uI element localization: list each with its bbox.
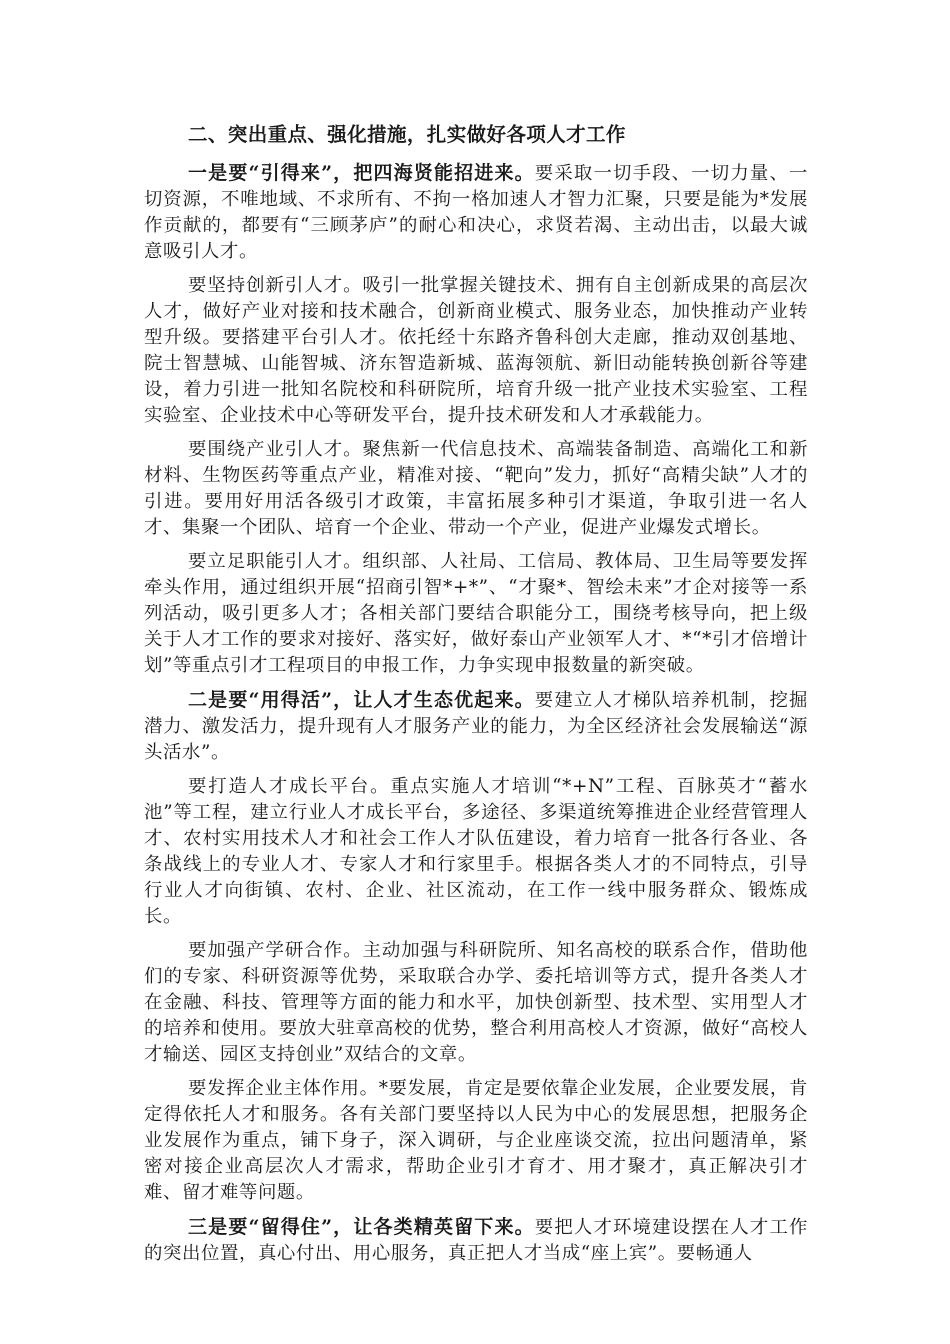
paragraph-text: 要发挥企业主体作用。*要发展，肯定是要依靠企业发展，企业要发展，肯定得依托人才和服务。各有关部门要坚持以人民为中心的发展思想，把服务企业发展作为重点，铺下身子，深入调研，与企业座谈交流，拉出问题清单，紧密对接企业高层次人才需求，帮助企业引才育才、用才聚才，真正解决引才难、留才难等问题。 [144,1078,808,1203]
paragraph-1 [144,160,808,265]
paragraph-4 [144,549,808,679]
paragraph-3 [144,437,808,541]
paragraph-text: 要加强产学研合作。主动加强与科研院所、知名高校的联系合作，借助他们的专家、科研资源等优势，采取联合办学、委托培训等方式，提升各类人才在金融、科技、管理等方面的能力和水平，加快创新型、技术型、实用型人才的培养和使用。要放大驻章高校的优势，整合利用高校人才资源，做好“高校人才输送、园区支持创业”双结合的文章。 [144,940,808,1065]
paragraph-6 [144,774,808,930]
section-heading: 二、突出重点、强化措施，扎实做好各项人才工作 [188,123,626,146]
document-body [144,118,808,1275]
paragraph-5 [144,687,808,766]
paragraph-lead: 一是要“引得来”，把四海贤能招进来。 [188,162,535,184]
paragraph-7 [144,938,808,1068]
paragraph-text: 要建立人才梯队培养机制，挖掘潜力、激发活力，提升现有人才服务产业的能力，为全区经济社会发展输送“源头活水”。 [144,690,808,763]
paragraph-2 [144,273,808,429]
paragraph-text: 要立足职能引人才。组织部、人社局、工信局、教体局、卫生局等要发挥牵头作用，通过组织开展“招商引智*+*”、“才聚*、智绘未来”才企对接等一系列活动，吸引更多人才；各相关部门要结合职能分工，围绕考核导向，把上级关于人才工作的要求对接好、落实好，做好泰山产业领军人才、*“*引才倍增计划”等重点引才工程项目的申报工作，力争实现申报数量的新突破。 [144,551,808,676]
paragraph-9 [144,1214,808,1267]
paragraph-lead: 三是要“留得住”，让各类精英留下来。 [188,1216,535,1238]
paragraph-lead: 二是要“用得活”，让人才生态优起来。 [188,689,535,711]
paragraph-text: 要把人才环境建设摆在人才工作的突出位置，真心付出、用心服务，真正把人才当成“座上宾”。要畅通人 [144,1217,808,1264]
paragraph-text: 要采取一切手段、一切力量、一切资源，不唯地域、不求所有、不拘一格加速人才智力汇聚，只要是能为*发展作贡献的，都要有“三顾茅庐”的耐心和决心，求贤若渴、主动出击，以最大诚意吸引人才。 [144,163,808,262]
paragraph-8 [144,1076,808,1206]
paragraph-text: 要打造人才成长平台。重点实施人才培训“*+N”工程、百脉英才“蓄水池”等工程，建立行业人才成长平台，多途径、多渠道统筹推进企业经营管理人才、农村实用技术人才和社会工作人才队伍建设，着力培育一批各行各业、各条战线上的专业人才、专家人才和行家里手。根据各类人才的不同特点，引导行业人才向街镇、农村、企业、社区流动，在工作一线中服务群众、锻炼成长。 [144,776,808,927]
paragraph-text: 要坚持创新引人才。吸引一批掌握关键技术、拥有自主创新成果的高层次人才，做好产业对接和技术融合，创新商业模式、服务业态，加快推动产业转型升级。要搭建平台引人才。依托经十东路齐鲁科创大走廊，推动双创基地、院士智慧城、山能智城、济东智造新城、蓝海领航、新旧动能转换创新谷等建设，着力引进一批知名院校和科研院所，培育升级一批产业技术实验室、工程实验室、企业技术中心等研发平台，提升技术研发和人才承载能力。 [144,275,808,426]
paragraph-text: 要围绕产业引人才。聚焦新一代信息技术、高端装备制造、高端化工和新材料、生物医药等重点产业，精准对接、“靶向”发力，抓好“高精尖缺”人才的引进。要用好用活各级引才政策，丰富拓展多种引才渠道，争取引进一名人才、集聚一个团队、培育一个企业、带动一个产业，促进产业爆发式增长。 [144,439,808,538]
